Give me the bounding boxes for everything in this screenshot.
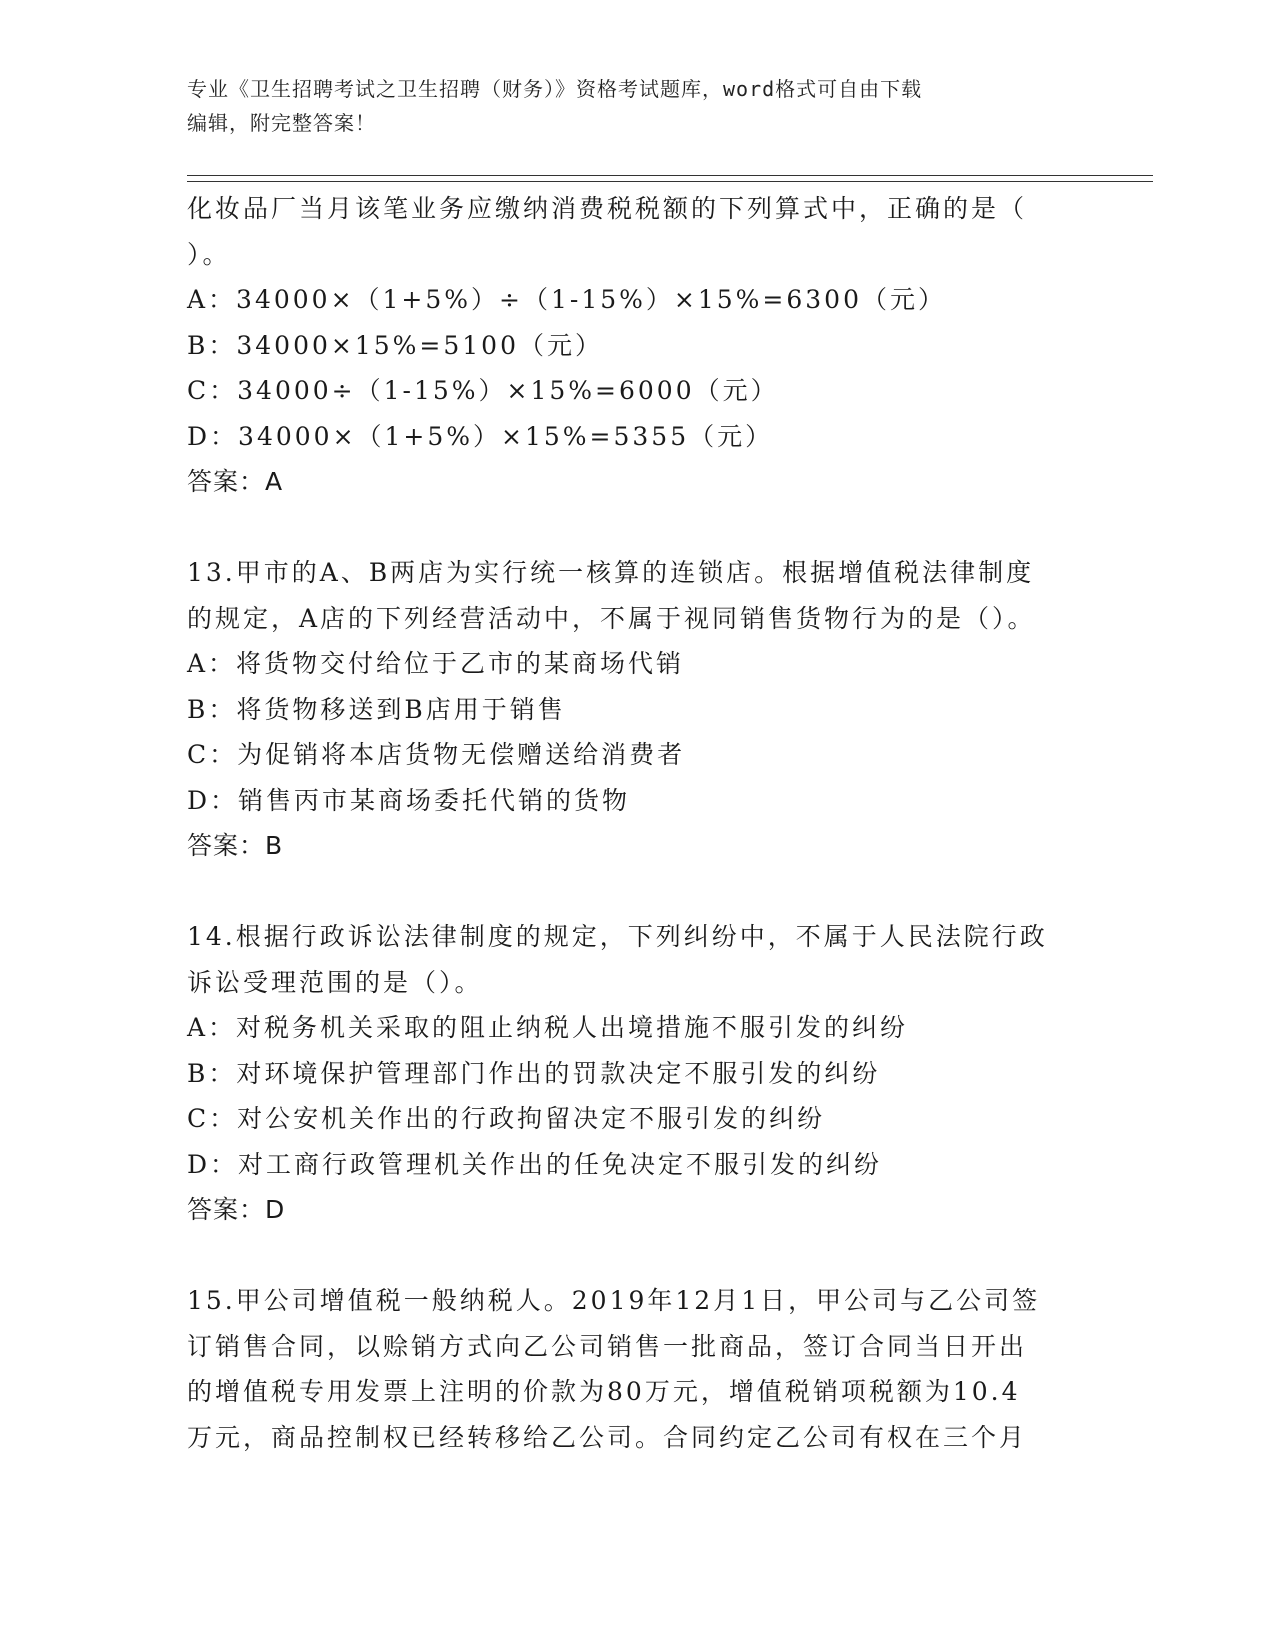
question-12 bbox=[187, 186, 1087, 505]
question-14 bbox=[187, 914, 1087, 1233]
spacer bbox=[187, 505, 1087, 551]
document-header bbox=[187, 72, 1087, 140]
question-stem-line: 订销售合同，以赊销方式向乙公司销售一批商品，签订合同当日开出 bbox=[187, 1331, 1028, 1361]
question-stem-line: 化妆品厂当月该笔业务应缴纳消费税税额的下列算式中，正确的是（ bbox=[187, 194, 1028, 223]
answer-label: 答案：D bbox=[187, 1195, 286, 1224]
question-list bbox=[187, 186, 1087, 1460]
option-b: B：对环境保护管理部门作出的罚款决定不服引发的纠纷 bbox=[187, 1058, 881, 1088]
option-d: D：对工商行政管理机关作出的任免决定不服引发的纠纷 bbox=[187, 1149, 883, 1179]
spacer bbox=[187, 869, 1087, 915]
question-stem-line: 14.根据行政诉讼法律制度的规定，下列纠纷中，不属于人民法院行政 bbox=[187, 922, 1048, 951]
question-stem-line: 的增值税专用发票上注明的价款为80万元，增值税销项税额为10.4 bbox=[187, 1377, 1021, 1406]
option-c: C：对公安机关作出的行政拘留决定不服引发的纠纷 bbox=[187, 1104, 826, 1133]
question-stem-line: 的规定，A店的下列经营活动中，不属于视同销售货物行为的是（）。 bbox=[187, 603, 1036, 633]
header-line-2: 编辑，附完整答案！ bbox=[187, 111, 376, 135]
option-c: C：34000÷（1-15%）×15%=6000（元） bbox=[187, 376, 779, 405]
option-a: A：将货物交付给位于乙市的某商场代销 bbox=[187, 649, 685, 678]
option-b: B：将货物移送到B店用于销售 bbox=[187, 694, 566, 724]
option-c: C：为促销将本店货物无偿赠送给消费者 bbox=[187, 740, 686, 769]
option-d: D：销售丙市某商场委托代销的货物 bbox=[187, 785, 631, 815]
header-line-1: 专业《卫生招聘考试之卫生招聘（财务）》资格考试题库，word格式可自由下载 bbox=[187, 77, 923, 101]
question-stem-line: 13.甲市的A、B两店为实行统一核算的连锁店。根据增值税法律制度 bbox=[187, 558, 1035, 587]
option-d: D：34000×（1+5%）×15%=5355（元） bbox=[187, 421, 774, 451]
option-b: B：34000×15%=5100（元） bbox=[187, 330, 603, 360]
spacer bbox=[187, 1233, 1087, 1279]
answer-label: 答案：B bbox=[187, 831, 284, 860]
option-a: A：34000×（1+5%）÷（1-15%）×15%=6300（元） bbox=[187, 285, 946, 314]
question-stem-line: 万元，商品控制权已经转移给乙公司。合同约定乙公司有权在三个月 bbox=[187, 1422, 1028, 1452]
question-stem-line: 15.甲公司增值税一般纳税人。2019年12月1日，甲公司与乙公司签 bbox=[187, 1286, 1041, 1315]
header-divider-bottom bbox=[187, 181, 1153, 182]
question-stem-line: 诉讼受理范围的是（）。 bbox=[187, 967, 483, 997]
answer-label: 答案：A bbox=[187, 467, 284, 496]
header-divider-top bbox=[187, 175, 1153, 176]
question-15 bbox=[187, 1278, 1087, 1460]
question-stem-line: ）。 bbox=[187, 239, 231, 269]
option-a: A：对税务机关采取的阻止纳税人出境措施不服引发的纠纷 bbox=[187, 1013, 909, 1042]
question-13 bbox=[187, 550, 1087, 869]
